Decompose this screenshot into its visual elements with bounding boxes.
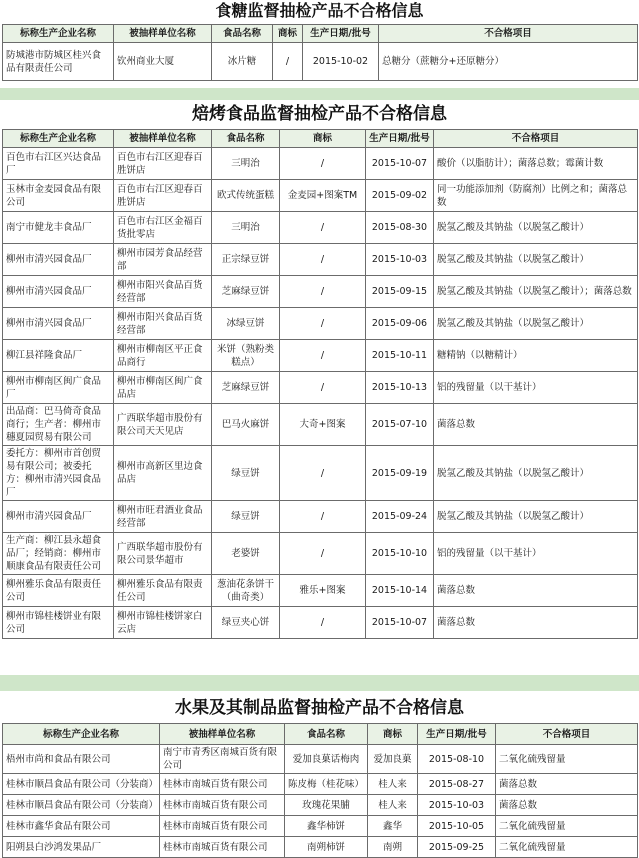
table-row: [3, 501, 638, 533]
cell-manufacturer: 柳州市清兴园食品厂: [3, 501, 114, 533]
cell-food-name: 三明治: [212, 212, 280, 244]
cell-trademark: /: [273, 43, 303, 81]
cell-manufacturer: 防城港市防城区桂兴食品有限责任公司: [3, 43, 114, 81]
cell-failed-item: 二氧化硫残留量: [496, 837, 638, 858]
cell-manufacturer: 柳州市锦桂楼饼业有限公司: [3, 607, 114, 639]
cell-sampled-unit: 钦州商业大厦: [114, 43, 212, 81]
cell-sampled-unit: 桂林市南城百货有限公司: [160, 816, 285, 837]
cell-food-name: 三明治: [212, 148, 280, 180]
table-row: [3, 837, 638, 858]
cell-manufacturer: 柳州市清兴园食品厂: [3, 244, 114, 276]
cell-food-name: 老婆饼: [212, 533, 280, 575]
section-divider: [0, 88, 639, 100]
cell-production-date: 2015-07-10: [366, 404, 434, 446]
cell-production-date: 2015-09-06: [366, 308, 434, 340]
cell-manufacturer: 柳州市柳南区闽广食品厂: [3, 372, 114, 404]
cell-sampled-unit: 百色市右江区迎春百胜饼店: [114, 180, 212, 212]
header-failed-item: 不合格项目: [379, 25, 638, 43]
cell-trademark: 桂人来: [368, 774, 418, 795]
cell-manufacturer: 柳州雅乐食品有限责任公司: [3, 575, 114, 607]
cell-trademark: 桂人来: [368, 795, 418, 816]
cell-failed-item: 菌落总数: [496, 795, 638, 816]
section-title-fruit: 水果及其制品监督抽检产品不合格信息: [175, 698, 464, 718]
cell-production-date: 2015-10-14: [366, 575, 434, 607]
section-divider: [0, 675, 639, 691]
cell-trademark: 爱加良菓: [368, 745, 418, 774]
cell-manufacturer: 阳朔县白沙鸿发果品厂: [3, 837, 160, 858]
cell-sampled-unit: 广西联华超市股份有限公司天天见店: [114, 404, 212, 446]
cell-failed-item: 总糖分（蔗糖分+还原糖分）: [379, 43, 638, 81]
header-sampled-unit: 被抽样单位名称: [160, 724, 285, 745]
cell-failed-item: 菌落总数: [434, 607, 638, 639]
cell-failed-item: 脱氢乙酸及其钠盐（以脱氢乙酸计）: [434, 212, 638, 244]
cell-trademark: /: [280, 308, 366, 340]
cell-production-date: 2015-08-27: [418, 774, 496, 795]
header-failed-item: 不合格项目: [434, 130, 638, 148]
cell-trademark: 雅乐+图案: [280, 575, 366, 607]
cell-food-name: 玫瑰花果脯: [285, 795, 368, 816]
cell-sampled-unit: 柳州市柳南区闽广食品店: [114, 372, 212, 404]
cell-failed-item: 脱氢乙酸及其钠盐（以脱氢乙酸计）；菌落总数: [434, 276, 638, 308]
cell-sampled-unit: 柳州市园芳食品经营部: [114, 244, 212, 276]
table-row: [3, 308, 638, 340]
cell-trademark: /: [280, 533, 366, 575]
cell-manufacturer: 玉林市金麦园食品有限公司: [3, 180, 114, 212]
cell-trademark: /: [280, 372, 366, 404]
cell-sampled-unit: 百色市右江区迎春百胜饼店: [114, 148, 212, 180]
cell-manufacturer: 百色市右江区兴达食品厂: [3, 148, 114, 180]
cell-manufacturer: 委托方：柳州市首创贸易有限公司；被委托方：柳州市清兴园食品厂: [3, 446, 114, 501]
cell-failed-item: 脱氢乙酸及其钠盐（以脱氢乙酸计）: [434, 308, 638, 340]
table-row: [3, 607, 638, 639]
cell-food-name: 米饼（熟粉类糕点）: [212, 340, 280, 372]
cell-food-name: 绿豆夹心饼: [212, 607, 280, 639]
cell-failed-item: 菌落总数: [434, 575, 638, 607]
header-failed-item: 不合格项目: [496, 724, 638, 745]
header-trademark: 商标: [368, 724, 418, 745]
cell-sampled-unit: 柳州市柳南区平正食品商行: [114, 340, 212, 372]
cell-failed-item: 铝的残留量（以干基计）: [434, 533, 638, 575]
table-row: [3, 148, 638, 180]
cell-failed-item: 酸价（以脂肪计）；菌落总数；霉菌计数: [434, 148, 638, 180]
cell-food-name: 正宗绿豆饼: [212, 244, 280, 276]
cell-trademark: 南朔: [368, 837, 418, 858]
cell-failed-item: 二氧化硫残留量: [496, 816, 638, 837]
header-manufacturer: 标称生产企业名称: [3, 724, 160, 745]
cell-sampled-unit: 柳州市锦桂楼饼家白云店: [114, 607, 212, 639]
cell-food-name: 芝麻绿豆饼: [212, 276, 280, 308]
cell-manufacturer: 桂林市顺昌食品有限公司（分装商）: [3, 774, 160, 795]
baked-table: [2, 129, 638, 639]
cell-production-date: 2015-09-25: [418, 837, 496, 858]
table-row: [3, 533, 638, 575]
table-row: [3, 43, 638, 81]
cell-food-name: 陈皮梅（桂花味）: [285, 774, 368, 795]
cell-trademark: /: [280, 446, 366, 501]
cell-sampled-unit: 柳州雅乐食品有限责任公司: [114, 575, 212, 607]
cell-production-date: 2015-09-02: [366, 180, 434, 212]
header-production-date: 生产日期/批号: [303, 25, 379, 43]
cell-sampled-unit: 柳州市旺君酒业食品经营部: [114, 501, 212, 533]
cell-production-date: 2015-10-03: [418, 795, 496, 816]
table-row: [3, 404, 638, 446]
cell-sampled-unit: 百色市右江区金福百货批零店: [114, 212, 212, 244]
header-production-date: 生产日期/批号: [366, 130, 434, 148]
cell-production-date: 2015-10-10: [366, 533, 434, 575]
table-row: [3, 446, 638, 501]
cell-food-name: 芝麻绿豆饼: [212, 372, 280, 404]
cell-manufacturer: 出品商：巴马倚奇食品商行；生产者：柳州市穗夏园贸易有限公司: [3, 404, 114, 446]
cell-trademark: 鑫华: [368, 816, 418, 837]
section-title-baked: 焙烤食品监督抽检产品不合格信息: [192, 104, 447, 124]
header-production-date: 生产日期/批号: [418, 724, 496, 745]
table-row: [3, 774, 638, 795]
cell-sampled-unit: 桂林市南城百货有限公司: [160, 795, 285, 816]
cell-sampled-unit: 桂林市南城百货有限公司: [160, 837, 285, 858]
cell-food-name: 欧式传统蛋糕: [212, 180, 280, 212]
cell-trademark: /: [280, 607, 366, 639]
cell-failed-item: 脱氢乙酸及其钠盐（以脱氢乙酸计）: [434, 244, 638, 276]
cell-production-date: 2015-10-07: [366, 148, 434, 180]
cell-production-date: 2015-10-07: [366, 607, 434, 639]
cell-trademark: 大奇+图案: [280, 404, 366, 446]
cell-sampled-unit: 柳州市高新区里边食品店: [114, 446, 212, 501]
cell-food-name: 绿豆饼: [212, 501, 280, 533]
table-row: [3, 372, 638, 404]
table-row: [3, 745, 638, 774]
header-trademark: 商标: [273, 25, 303, 43]
cell-food-name: 鑫华柿饼: [285, 816, 368, 837]
table-header-row: [3, 130, 638, 148]
section-title-sugar: 食糖监督抽检产品不合格信息: [215, 1, 424, 20]
cell-trademark: /: [280, 340, 366, 372]
cell-sampled-unit: 桂林市南城百货有限公司: [160, 774, 285, 795]
cell-trademark: /: [280, 148, 366, 180]
table-row: [3, 340, 638, 372]
cell-manufacturer: 南宁市健龙丰食品厂: [3, 212, 114, 244]
header-food-name: 食品名称: [212, 130, 280, 148]
header-sampled-unit: 被抽样单位名称: [114, 25, 212, 43]
cell-manufacturer: 桂林市顺昌食品有限公司（分装商）: [3, 795, 160, 816]
cell-production-date: 2015-09-19: [366, 446, 434, 501]
table-row: [3, 180, 638, 212]
cell-failed-item: 菌落总数: [434, 404, 638, 446]
cell-food-name: 绿豆饼: [212, 446, 280, 501]
table-header-row: [3, 724, 638, 745]
header-trademark: 商标: [280, 130, 366, 148]
cell-food-name: 巴马火麻饼: [212, 404, 280, 446]
cell-production-date: 2015-10-05: [418, 816, 496, 837]
sugar-table: [2, 24, 638, 81]
cell-failed-item: 同一功能添加剂（防腐剂）比例之和；菌落总数: [434, 180, 638, 212]
cell-production-date: 2015-08-10: [418, 745, 496, 774]
cell-sampled-unit: 广西联华超市股份有限公司景华超市: [114, 533, 212, 575]
table-row: [3, 575, 638, 607]
cell-production-date: 2015-09-24: [366, 501, 434, 533]
cell-manufacturer: 梧州市尚和食品有限公司: [3, 745, 160, 774]
cell-sampled-unit: 柳州市阳兴食品百货经营部: [114, 308, 212, 340]
cell-failed-item: 脱氢乙酸及其钠盐（以脱氢乙酸计）: [434, 501, 638, 533]
cell-failed-item: 糖精钠（以糖精计）: [434, 340, 638, 372]
cell-manufacturer: 柳州市清兴园食品厂: [3, 276, 114, 308]
cell-food-name: 南朔柿饼: [285, 837, 368, 858]
table-row: [3, 816, 638, 837]
cell-trademark: /: [280, 244, 366, 276]
cell-failed-item: 菌落总数: [496, 774, 638, 795]
cell-trademark: /: [280, 501, 366, 533]
cell-failed-item: 铝的残留量（以干基计）: [434, 372, 638, 404]
cell-production-date: 2015-10-02: [303, 43, 379, 81]
cell-manufacturer: 柳州市清兴园食品厂: [3, 308, 114, 340]
cell-failed-item: 二氧化硫残留量: [496, 745, 638, 774]
table-row: [3, 795, 638, 816]
header-food-name: 食品名称: [212, 25, 273, 43]
cell-production-date: 2015-10-11: [366, 340, 434, 372]
cell-sampled-unit: 南宁市青秀区南城百货有限公司: [160, 745, 285, 774]
cell-manufacturer: 生产商：柳江县永超食品厂；经销商：柳州市顺康食品有限责任公司: [3, 533, 114, 575]
cell-trademark: /: [280, 276, 366, 308]
cell-food-name: 爱加良菓话梅肉: [285, 745, 368, 774]
table-row: [3, 244, 638, 276]
table-row: [3, 212, 638, 244]
cell-production-date: 2015-10-03: [366, 244, 434, 276]
cell-trademark: 金麦园+图案TM: [280, 180, 366, 212]
table-row: [3, 276, 638, 308]
header-food-name: 食品名称: [285, 724, 368, 745]
header-manufacturer: 标称生产企业名称: [3, 130, 114, 148]
cell-trademark: /: [280, 212, 366, 244]
cell-production-date: 2015-09-15: [366, 276, 434, 308]
cell-manufacturer: 桂林市鑫华食品有限公司: [3, 816, 160, 837]
header-sampled-unit: 被抽样单位名称: [114, 130, 212, 148]
cell-food-name: 葱油花条饼干（曲奇类）: [212, 575, 280, 607]
cell-failed-item: 脱氢乙酸及其钠盐（以脱氢乙酸计）: [434, 446, 638, 501]
cell-production-date: 2015-10-13: [366, 372, 434, 404]
cell-food-name: 冰片糖: [212, 43, 273, 81]
cell-production-date: 2015-08-30: [366, 212, 434, 244]
cell-manufacturer: 柳江县祥隆食品厂: [3, 340, 114, 372]
fruit-table: [2, 723, 638, 858]
cell-sampled-unit: 柳州市阳兴食品百货经营部: [114, 276, 212, 308]
header-manufacturer: 标称生产企业名称: [3, 25, 114, 43]
cell-food-name: 冰绿豆饼: [212, 308, 280, 340]
table-header-row: [3, 25, 638, 43]
